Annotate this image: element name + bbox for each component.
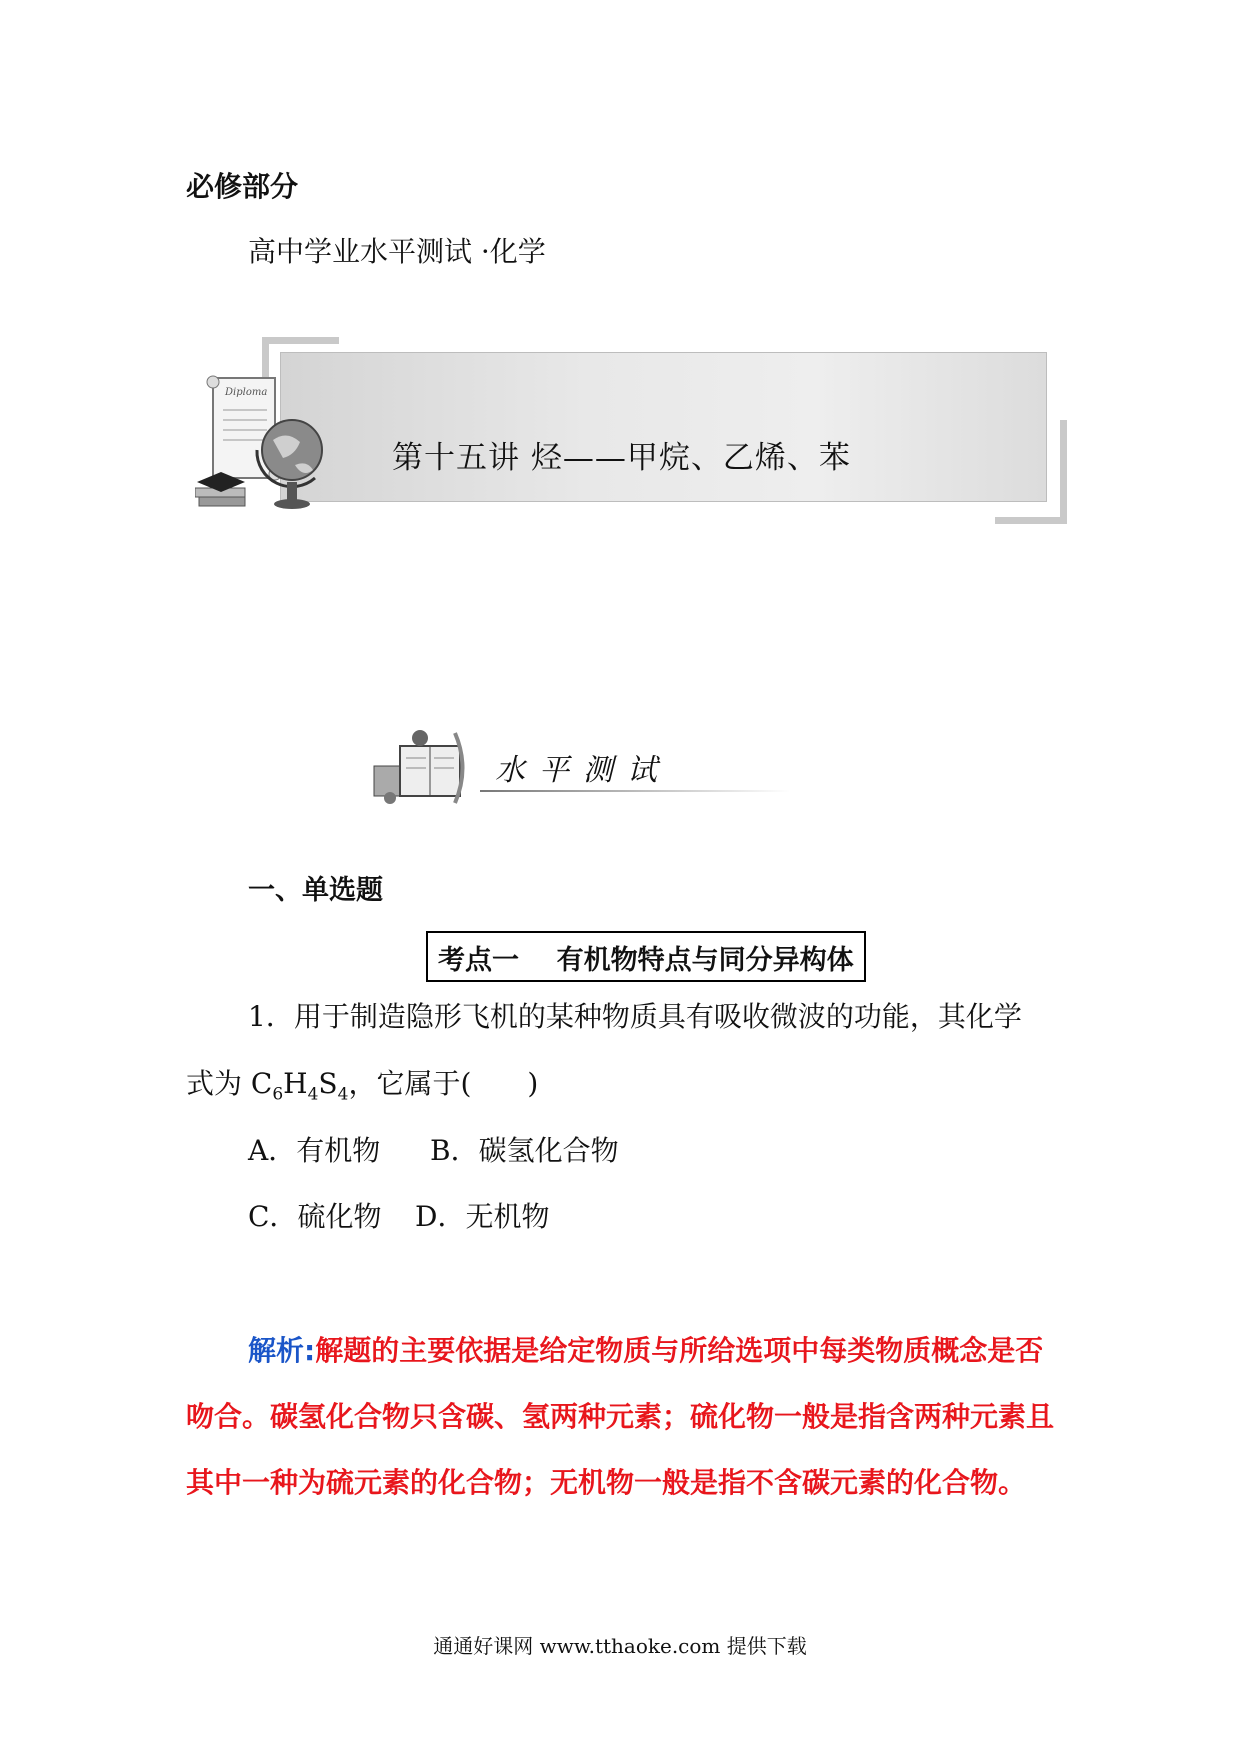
option-key: A． [248,1134,297,1167]
formula-element-c: C [250,1067,273,1100]
stem-prefix: 式为 [186,1067,251,1100]
chemical-formula [250,1067,349,1105]
diploma-text: Diploma [225,387,268,398]
question-number: 1． [248,1000,294,1033]
option-d[interactable] [415,1195,549,1235]
topic-box: 考点一 有机物特点与同分异构体 [426,931,866,982]
question-stem-text: 用于制造隐形飞机的某种物质具有吸收微波的功能，其化学 [293,1000,1022,1033]
question-stem-line1 [248,995,1022,1035]
stem-suffix: ，它属于( ) [348,1067,539,1100]
option-key: C． [248,1200,298,1233]
book-stack-icon [370,728,480,808]
page-footer: 通通好课网 www.tthaoke.com 提供下载 [433,1634,807,1658]
option-key: D． [415,1200,466,1233]
analysis-paragraph [186,1318,1066,1516]
option-text: 有机物 [296,1134,381,1167]
question-type-heading: 一、单选题 [248,875,383,906]
formula-element-s: S [318,1067,338,1100]
option-key: B． [430,1134,479,1167]
diploma-globe-icon [195,370,335,520]
question-stem-line2 [186,1062,538,1105]
analysis-label: 解析: [248,1334,316,1367]
formula-element-h: H [283,1067,308,1100]
option-text: 硫化物 [297,1200,382,1233]
option-a[interactable] [248,1129,380,1169]
banner-background [280,352,1047,502]
lesson-title: 第十五讲 烃——甲烷、乙烯、苯 [392,440,851,476]
section-label: 必修部分 [186,170,299,203]
option-text: 无机物 [465,1200,550,1233]
formula-sub-c: 6 [272,1084,284,1105]
analysis-text: 解题的主要依据是给定物质与所给选项中每类物质概念是否吻合。碳氢化合物只含碳、氢两种元素；硫化物一般是指含两种元素且其中一种为硫元素的化合物；无机物一般是指不含碳元素的化合物。 [186,1334,1055,1499]
option-b[interactable] [430,1129,619,1169]
formula-sub-s: 4 [337,1084,349,1105]
formula-sub-h: 4 [307,1084,319,1105]
level-test-tag: 水平测试 [495,753,671,788]
option-text: 碳氢化合物 [478,1134,619,1167]
tag-underline [480,790,790,792]
option-c[interactable] [248,1195,381,1235]
book-subtitle: 高中学业水平测试 ·化学 [248,235,546,268]
banner-frame-corner-bottom-right [995,420,1067,524]
